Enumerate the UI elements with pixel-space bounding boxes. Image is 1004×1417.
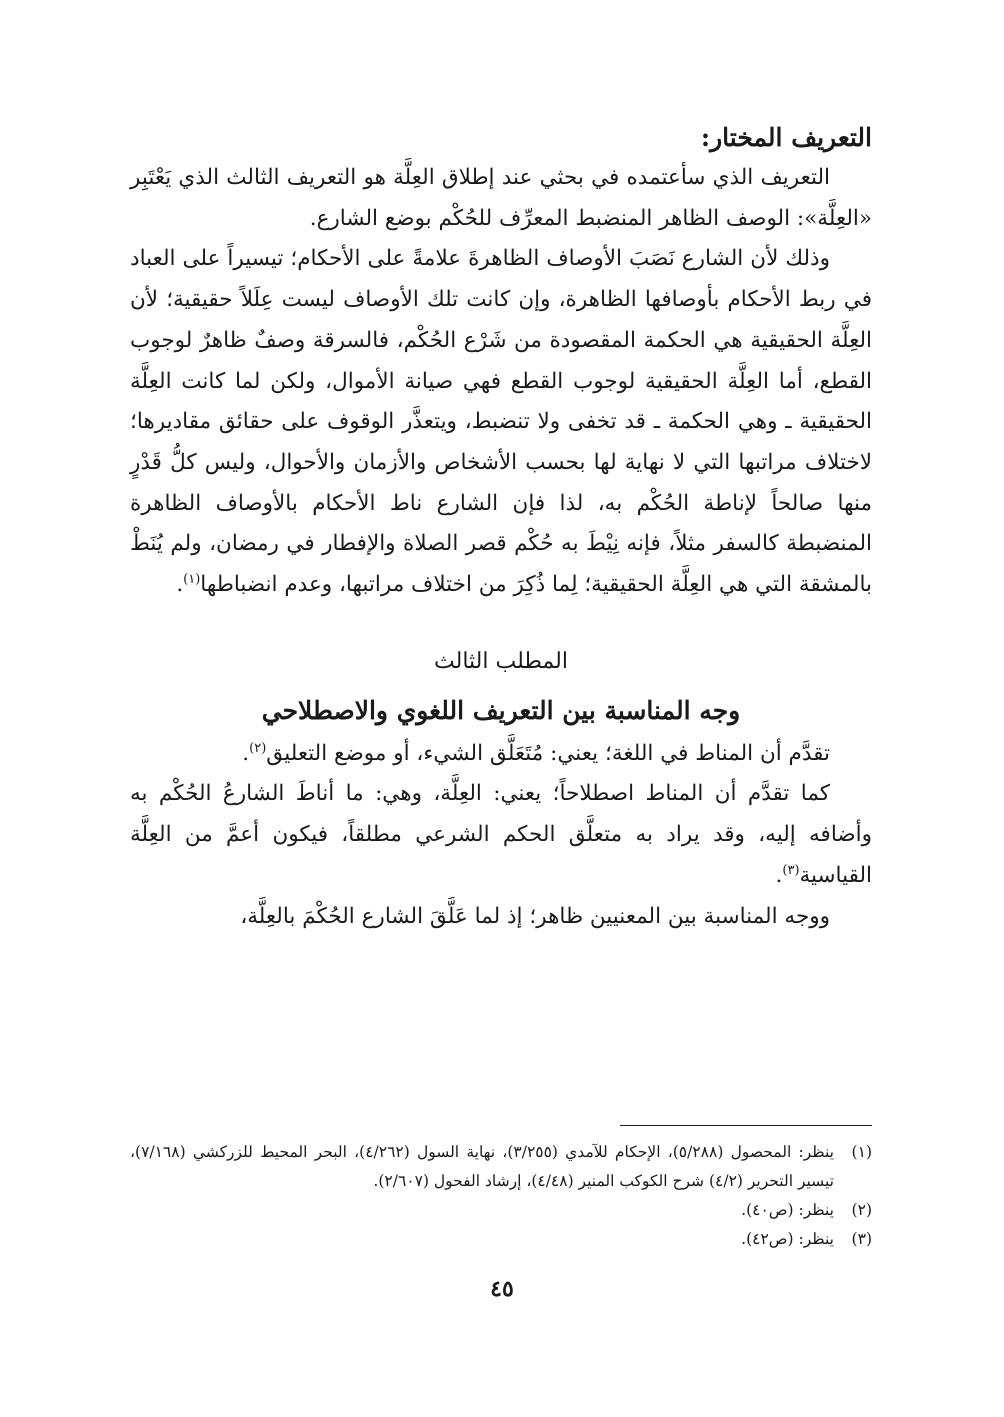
paragraph-explanation: [130, 239, 872, 605]
footnote-number: (٣): [851, 1230, 872, 1248]
paragraph-linguistic-text: تقدَّم أن المناط في اللغة؛ يعني: مُتَعَلَّق الشيء، أو موضع التعليق: [266, 740, 830, 766]
page-body: [130, 118, 872, 937]
sentence-end: .: [176, 572, 184, 598]
footnote-number: (٢): [851, 1201, 872, 1219]
footnote-2: [130, 1196, 872, 1225]
footnote-text: ينظر: (ص٤٠).: [741, 1201, 834, 1219]
paragraph-relation: ووجه المناسبة بين المعنيين ظاهر؛ إذ لما عَلَّقَ الشارع الحُكْمَ بالعِلَّة،: [240, 903, 830, 929]
paragraph-technical: [130, 774, 872, 896]
section-title: المطلب الثالث: [434, 648, 568, 674]
footnote-3: [130, 1225, 872, 1254]
footnote-text: ينظر: المحصول (٥/٢٨٨)، الإحكام للآمدي (٣/٢٥٥)، نهاية السول (٤/٢٦٢)، البحر المحيط للزركشي (٧/١٦٨)، تيسير التحرير (٤/٢) شرح الكوكب المنير (٤/٤٨)، إرشاد الفحول (٢/٦٠٧).: [130, 1143, 834, 1190]
footnote-ref-2[interactable]: (٢): [249, 740, 267, 756]
paragraph-technical-text: كما تقدَّم أن المناط اصطلاحاً؛ يعني: العِلَّة، وهي: ما أناطَ الشارعُ الحُكْم به وأضافه إليه، وقد يراد به متعلَّق الحكم الشرعي مطلقاً، فيكون أعمَّ من العِلَّة القياسية: [130, 781, 872, 888]
footnote-number: (١): [851, 1143, 872, 1161]
paragraph-explanation-text: وذلك لأن الشارع نَصَبَ الأوصاف الظاهرةَ علامةً على الأحكام؛ تيسيراً على العباد في ربط الأحكام بأوصافها الظاهرة، وإن كانت تلك الأوصاف ليست عِلَلاً حقيقية؛ لأن العِلَّة الحقيقية هي الحكمة المقصودة من شَرْع الحُكْم، فالسرقة وصفٌ ظاهرٌ لوجوب القطع، أما العِلَّة الحقيقية لوجوب القطع فهي صيانة الأموال، ولكن لما كانت العِلَّة الحقيقية ـ وهي الحكمة ـ قد تخفى ولا تنضبط، ويتعذَّر الوقوف على حقائق مقاديرها؛ لاختلاف مراتبها التي لا نهاية لها بحسب الأشخاص والأزمان والأحوال، وليس كلُّ قَدْرٍ منها صالحاً لإناطة الحُكْم به، لذا فإن الشارع ناط الأحكام بالأوصاف الظاهرة المنضبطة كالسفر مثلاً، فإنه نِيْطَ به حُكْم قصر الصلاة والإفطار في رمضان، ولم يُنَطْ بالمشقة التي هي العِلَّة الحقيقية؛ لِما ذُكِرَ من اختلاف مراتبها، وعدم انضباطها: [130, 246, 872, 598]
heading-chosen-definition: التعريف المختار:: [700, 123, 872, 152]
paragraph-definition: التعريف الذي سأعتمده في بحثي عند إطلاق العِلَّة هو التعريف الثالث الذي يَعْتَبِر «العِلَّة»: الوصف الظاهر المنضبط المعرِّف للحُكْم بوضع الشارع.: [130, 165, 872, 231]
sentence-end: .: [775, 862, 783, 888]
footnote-separator: [620, 1125, 872, 1126]
footnotes: [130, 1138, 872, 1254]
page-number: ٤٥: [490, 1276, 514, 1302]
sentence-end: .: [242, 740, 250, 766]
section-subtitle: وجه المناسبة بين التعريف اللغوي والاصطلاحي: [261, 695, 741, 725]
footnote-ref-1[interactable]: (١): [183, 571, 201, 587]
footnote-text: ينظر: (ص٤٢).: [741, 1230, 834, 1248]
footnote-1: [130, 1138, 872, 1196]
footnote-ref-3[interactable]: (٣): [782, 862, 800, 878]
paragraph-linguistic: [130, 734, 872, 775]
